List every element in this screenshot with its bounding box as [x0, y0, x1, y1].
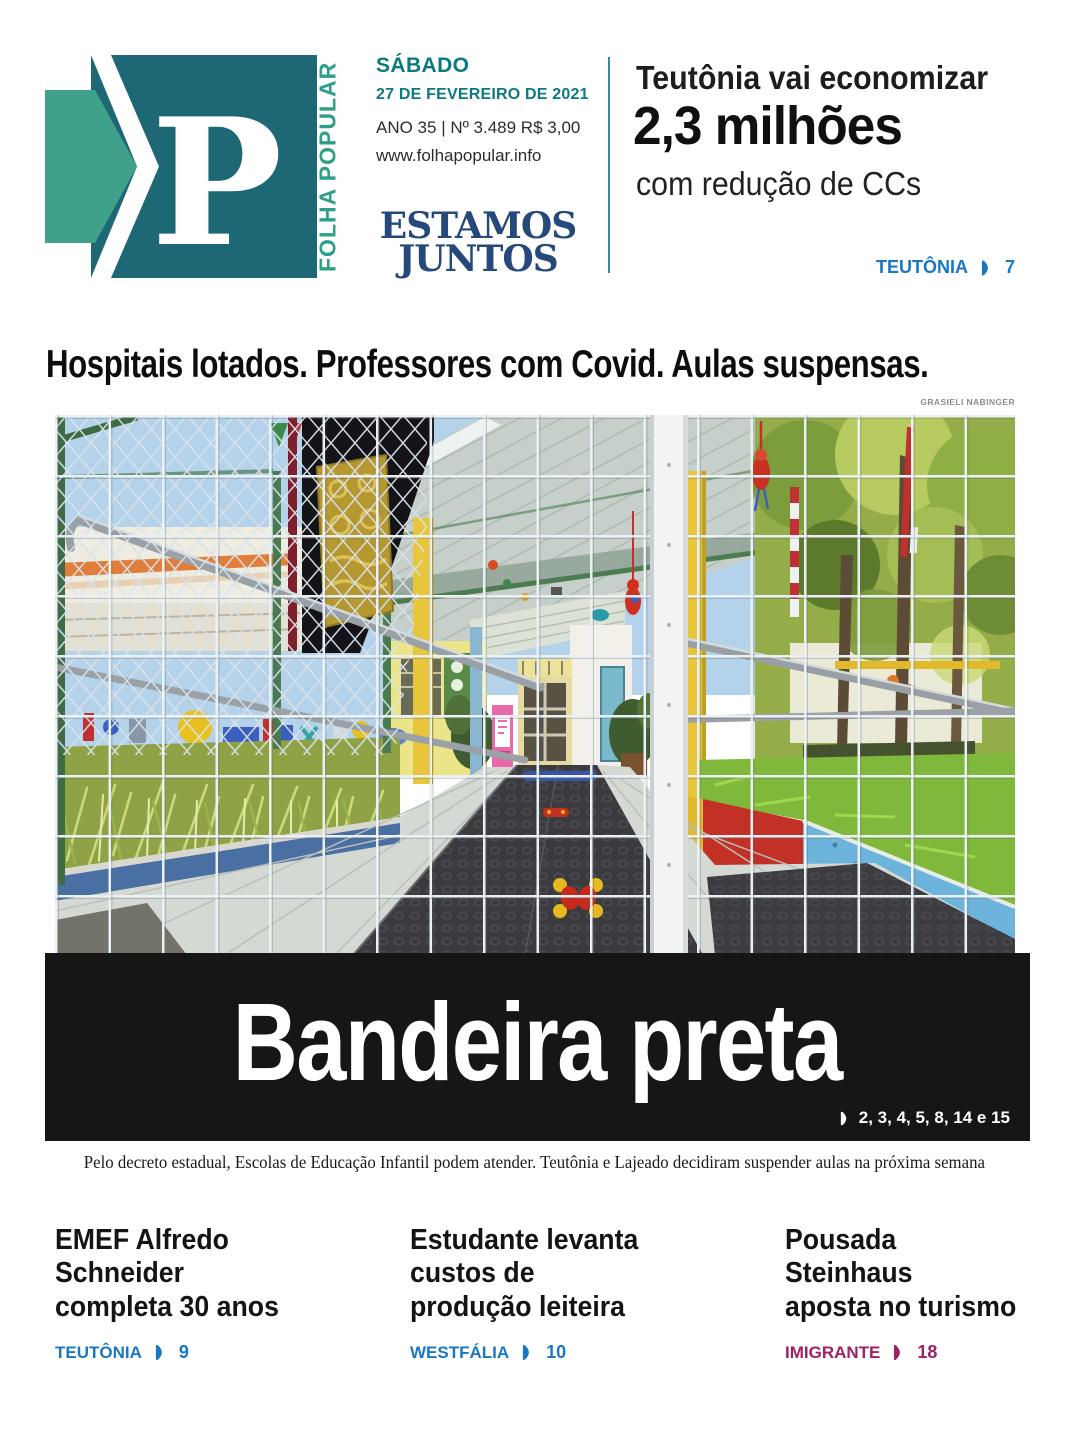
- teaser-title-line: aposta no turismo: [785, 1290, 1017, 1323]
- teaser-emef: [55, 1224, 385, 1363]
- top-teaser-line1: Teutônia vai economizar: [636, 59, 989, 96]
- lead-photo: [55, 415, 1015, 955]
- teaser-title-line: Estudante levanta: [410, 1224, 639, 1256]
- slogan: [370, 205, 586, 281]
- top-teaser-section-link[interactable]: [876, 257, 1015, 278]
- teaser-estudante: [410, 1224, 750, 1363]
- section-arrow-icon: [522, 1345, 533, 1360]
- dateline-edition: ANO 35 | Nº 3.489 R$ 3,00: [376, 118, 581, 137]
- teaser-page-number: 18: [917, 1342, 938, 1363]
- website-url[interactable]: www.folhapopular.info: [376, 146, 542, 165]
- teaser-section-link[interactable]: [410, 1342, 750, 1363]
- photo-gate-post: [650, 415, 688, 955]
- teaser-section-link[interactable]: [55, 1342, 385, 1363]
- teaser-title-line: produção leiteira: [410, 1290, 625, 1323]
- teaser-section-label: IMIGRANTE: [785, 1342, 881, 1362]
- slogan-line1: ESTAMOS: [379, 205, 577, 247]
- lead-banner-pages[interactable]: [840, 1108, 1010, 1128]
- lead-caption: Pelo decreto estadual, Escolas de Educação Infantil podem atender. Teutônia e Lajeado decidiram suspender aulas na próxima semana: [83, 1152, 985, 1172]
- lead-banner-page-numbers: 2, 3, 4, 5, 8, 14 e 15: [858, 1108, 1010, 1127]
- section-arrow-icon: [981, 260, 992, 276]
- teaser-pousada: [785, 1224, 1065, 1363]
- teaser-section-label: WESTFÁLIA: [410, 1342, 510, 1362]
- photo-credit: GRASIELI NABINGER: [920, 397, 1015, 407]
- logo-mark: [45, 42, 355, 292]
- teaser-page-number: 10: [546, 1342, 567, 1363]
- logo-letter: P: [151, 81, 283, 286]
- section-arrow-icon: [840, 1111, 850, 1126]
- teaser-title-line: completa 30 anos: [55, 1290, 279, 1323]
- section-arrow-icon: [155, 1345, 166, 1360]
- teaser-title-line: custos de: [410, 1257, 535, 1290]
- logo-name-vertical: FOLHA POPULAR: [314, 61, 341, 273]
- dateline-day: SÁBADO: [376, 54, 470, 77]
- teaser-title-line: Steinhaus: [785, 1257, 913, 1290]
- top-teaser-page-number: 7: [1004, 257, 1015, 277]
- newspaper-logo: [45, 42, 395, 294]
- photo-wire-grid: [55, 415, 1015, 955]
- top-teaser-line3: com redução de CCs: [636, 165, 922, 202]
- lead-banner-title: Bandeira preta: [233, 980, 842, 1104]
- teaser-section-link[interactable]: [785, 1342, 1065, 1363]
- dateline-date: 27 DE FEVEREIRO DE 2021: [376, 86, 589, 103]
- teaser-section-label: TEUTÔNIA: [55, 1342, 142, 1362]
- slogan-line2: JUNTOS: [398, 238, 558, 281]
- top-teaser-section-label: TEUTÔNIA: [875, 257, 968, 277]
- lead-banner: [45, 953, 1030, 1141]
- masthead-divider: [608, 57, 610, 273]
- top-teaser-line2: 2,3 milhões: [633, 96, 902, 156]
- section-arrow-icon: [893, 1345, 904, 1360]
- teaser-title-line: Schneider: [55, 1257, 185, 1290]
- teaser-page-number: 9: [178, 1342, 189, 1363]
- teaser-title-line: EMEF Alfredo: [55, 1224, 229, 1256]
- lead-headline: Hospitais lotados. Professores com Covid. Aulas suspensas.: [46, 343, 929, 386]
- teaser-title-line: Pousada: [785, 1224, 897, 1256]
